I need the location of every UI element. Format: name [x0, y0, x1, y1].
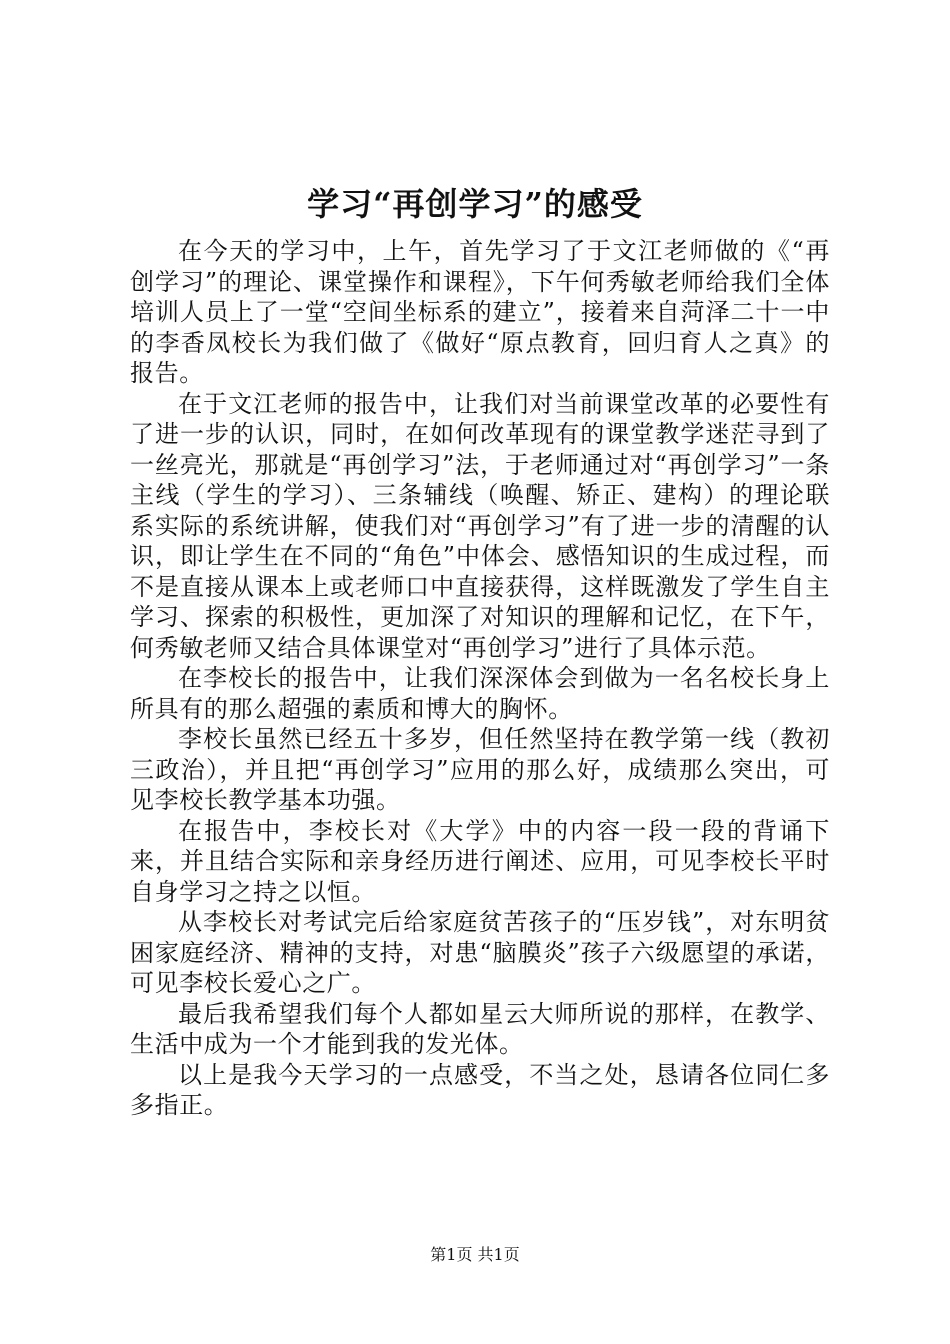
document-title: 学习“再创学习”的感受 — [307, 185, 643, 223]
document-body — [130, 236, 830, 1121]
paragraph-2: 在于文江老师的报告中，让我们对当前课堂改革的必要性有了进一步的认识，同时，在如何改革现有的课堂教学迷茫寻到了一丝亮光，那就是“再创学习”法，于老师通过对“再创学习”一条主线（学生的学习）、三条辅线（唤醒、矫正、建构）的理论联系实际的系统讲解，使我们对“再创学习”有了进一步的清醒的认识，即让学生在不同的“角色”中体会、感悟知识的生成过程，而不是直接从课本上或老师口中直接获得，这样既激发了学生自主学习、探索的积极性，更加深了对知识的理解和记忆，在下午，何秀敏老师又结合具体课堂对“再创学习”进行了具体示范。 — [130, 389, 830, 662]
paragraph-8: 以上是我今天学习的一点感受，不当之处，恳请各位同仁多多指正。 — [130, 1060, 830, 1119]
page-number-footer: 第1页 共1页 — [430, 1245, 520, 1264]
paragraph-5: 在报告中，李校长对《大学》中的内容一段一段的背诵下来，并且结合实际和亲身经历进行阐述、应用，可见李校长平时自身学习之持之以恒。 — [130, 816, 830, 906]
paragraph-6: 从李校长对考试完后给家庭贫苦孩子的“压岁钱”，对东明贫困家庭经济、精神的支持，对患“脑膜炎”孩子六级愿望的承诺，可见李校长爱心之广。 — [130, 908, 830, 997]
paragraph-7: 最后我希望我们每个人都如星云大师所说的那样，在教学、生活中成为一个才能到我的发光体。 — [130, 999, 830, 1058]
paragraph-3: 在李校长的报告中，让我们深深体会到做为一名名校长身上所具有的那么超强的素质和博大的胸怀。 — [130, 664, 830, 723]
paragraph-1: 在今天的学习中，上午，首先学习了于文江老师做的《“再创学习”的理论、课堂操作和课程》，下午何秀敏老师给我们全体培训人员上了一堂“空间坐标系的建立”，接着来自菏泽二十一中的李香凤校长为我们做了《做好“原点教育，回归育人之真》的报告。 — [130, 237, 830, 387]
paragraph-4: 李校长虽然已经五十多岁，但任然坚持在教学第一线（教初三政治），并且把“再创学习”应用的那么好，成绩那么突出，可见李校长教学基本功强。 — [130, 725, 830, 814]
